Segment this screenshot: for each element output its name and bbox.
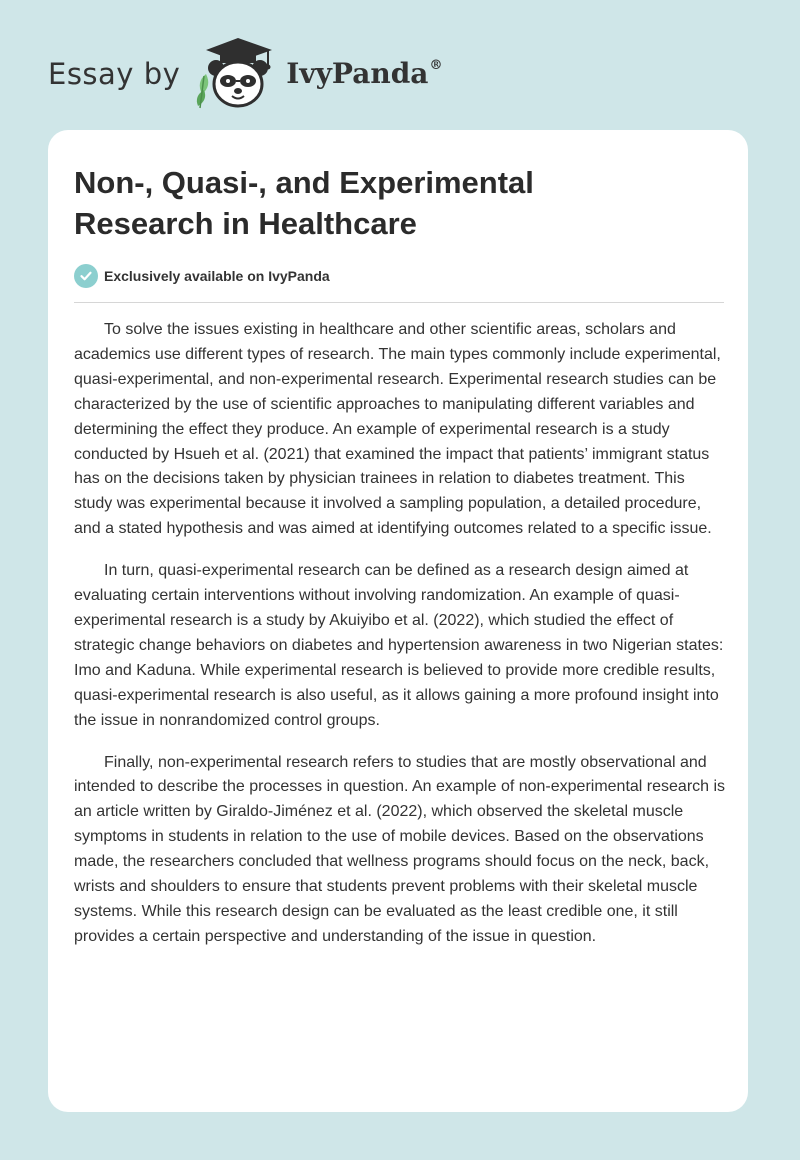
exclusive-badge-text: Exclusively available on IvyPanda bbox=[104, 268, 330, 284]
registered-mark: ® bbox=[429, 57, 443, 73]
paragraph: In turn, quasi-experimental research can be defined as a research design aimed at evaluating certain interventions without involving randomization. An example of quasi-experimental research is a study by Akuiyibo et al. (2022), which studied the effect of strategic change behaviors on diabetes and hypertension awareness in two Nigerian states: Imo and Kaduna. While experimental research is believed to provide more credible results, quasi-experimental research is also useful, as it allows gaining a more profound insight into the issue in nonrandomized control groups. bbox=[74, 562, 724, 729]
paragraph: To solve the issues existing in healthcare and other scientific areas, scholars and academics use different types of research. The main types commonly include experimental, quasi-experimental, and non-experimental research. Experimental research studies can be characterized by the use of scientific approaches to manipulating different variables and determining the effect they produce. An example of experimental research is a study conducted by Hsueh et al. (2021) that examined the impact that patients’ immigrant status has on the decisions taken by physician trainees in relation to diabetes treatment. This study was experimental because it involved a sampling population, a detailed procedure, and a stated hypothesis and was aimed at identifying outcomes related to a specific issue. bbox=[74, 321, 721, 538]
essay-by-label: Essay by bbox=[48, 56, 181, 91]
brand-name[interactable] bbox=[286, 57, 443, 90]
paragraph: Finally, non-experimental research refers to studies that are mostly observational and intended to describe the processes in question. An example of non-experimental research is an article written by Giraldo-Jiménez et al. (2022), which observed the skeletal muscle symptoms in students in relation to the use of mobile devices. Based on the observations made, the researchers concluded that wellness programs should focus on the neck, back, wrists and shoulders to ensure that students prevent problems with their skeletal muscle systems. While this research design can be evaluated as the least credible one, it still provides a certain perspective and understanding of the issue in question. bbox=[74, 753, 726, 945]
essay-card bbox=[48, 130, 748, 1112]
essay-title bbox=[74, 162, 694, 244]
panda-graduate-logo-icon[interactable] bbox=[194, 36, 282, 112]
check-circle-icon bbox=[74, 264, 98, 288]
exclusive-badge bbox=[74, 264, 330, 288]
site-header bbox=[48, 34, 442, 114]
divider bbox=[74, 302, 724, 303]
essay-body bbox=[74, 318, 726, 967]
essay-title-line-2: Research in Healthcare bbox=[74, 206, 417, 241]
essay-title-line-1: Non-, Quasi-, and Experimental bbox=[74, 165, 534, 200]
brand-name-text: IvyPanda bbox=[286, 57, 429, 90]
